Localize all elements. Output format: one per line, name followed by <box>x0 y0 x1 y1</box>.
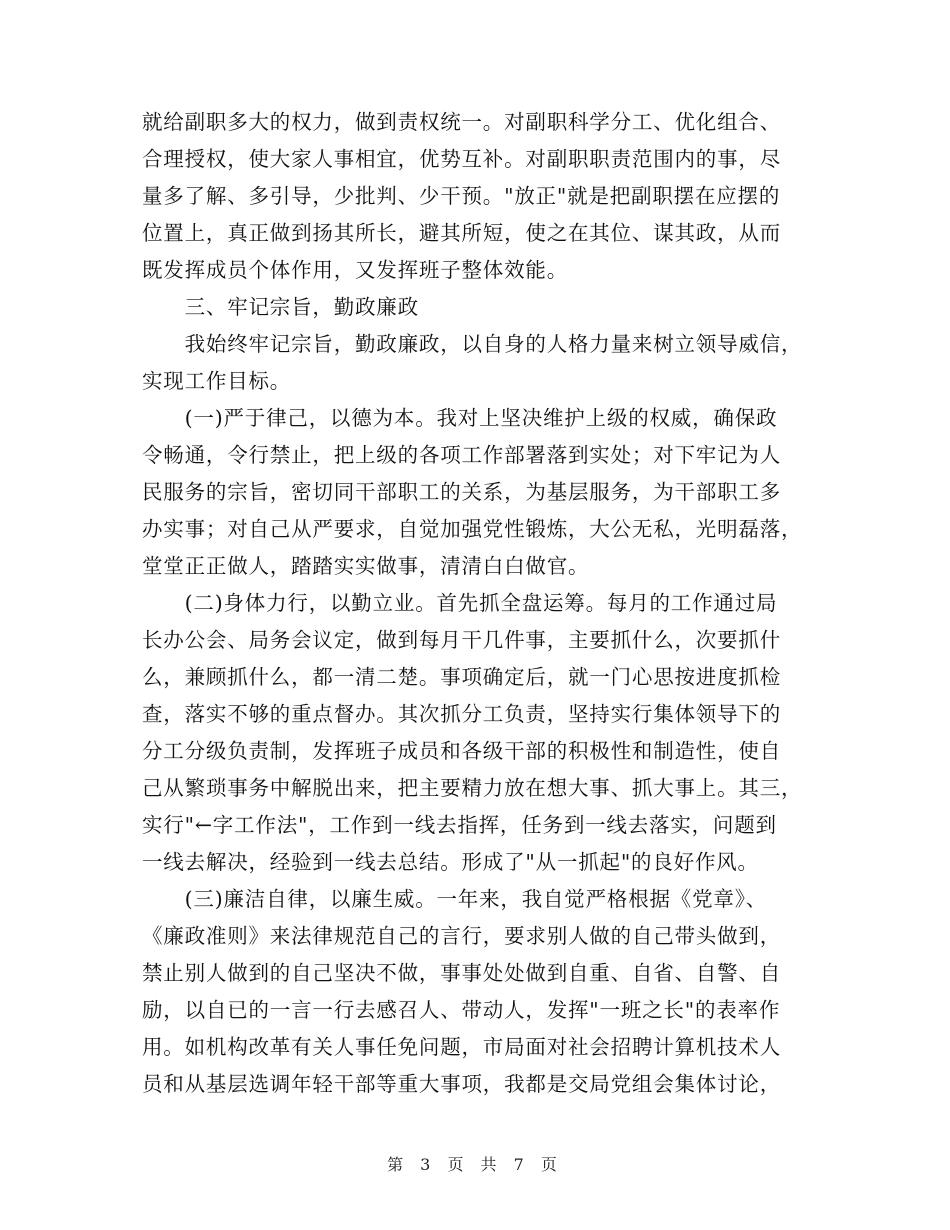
section-heading: 三、牢记宗旨，勤政廉政 <box>142 295 419 319</box>
text-line: 励，以自已的一言一行去感召人、带动人，发挥"一班之长"的表率作 <box>142 998 781 1022</box>
text-line: 位置上，真正做到扬其所长，避其所短，使之在其位、谋其政，从而 <box>142 221 781 245</box>
text-line: 办实事；对自己从严要求，自觉加强党性锻炼，大公无私，光明磊落， <box>142 517 803 541</box>
text-line: 一线去解决，经验到一线去总结。形成了"从一抓起"的良好作风。 <box>142 850 759 874</box>
text-line: 就给副职多大的权力，做到责权统一。对副职科学分工、优化组合、 <box>142 110 781 134</box>
text-line: 么，兼顾抓什么，都一清二楚。事项确定后，就一门心思按进度抓检 <box>142 665 781 689</box>
text-line: (三)廉洁自律，以廉生威。一年来，我自觉严格根据《党章》、 <box>142 887 768 911</box>
text-line: 长办公会、局务会议定，做到每月干几件事，主要抓什么，次要抓什 <box>142 628 781 652</box>
text-line: 禁止别人做到的自己坚决不做，事事处处做到自重、自省、自警、自 <box>142 961 781 985</box>
text-line: 堂堂正正做人，踏踏实实做事，清清白白做官。 <box>142 554 590 578</box>
text-line: 既发挥成员个体作用，又发挥班子整体效能。 <box>142 258 568 282</box>
document-body <box>142 104 808 1103</box>
text-line: 令畅通，令行禁止，把上级的各项工作部署落到实处；对下牢记为人 <box>142 443 781 467</box>
text-line: 员和从基层选调年轻干部等重大事项，我都是交局党组会集体讨论， <box>142 1072 781 1096</box>
text-line: 《廉政准则》来法律规范自己的言行，要求别人做的自己带头做到， <box>142 924 781 948</box>
text-line: 查，落实不够的重点督办。其次抓分工负责，坚持实行集体领导下的 <box>142 702 781 726</box>
text-line: 合理授权，使大家人事相宜，优势互补。对副职职责范围内的事，尽 <box>142 147 781 171</box>
text-line: 分工分级负责制，发挥班子成员和各级干部的积极性和制造性，使自 <box>142 739 781 763</box>
text-line: 民服务的宗旨，密切同干部职工的关系，为基层服务，为干部职工多 <box>142 480 781 504</box>
text-line: 实现工作目标。 <box>142 369 292 393</box>
text-line: 我始终牢记宗旨，勤政廉政，以自身的人格力量来树立领导威信， <box>142 332 803 356</box>
text-line: (二)身体力行，以勤立业。首先抓全盘运筹。每月的工作通过局 <box>142 591 778 615</box>
text-line: (一)严于律己，以德为本。我对上坚决维护上级的权威，确保政 <box>142 406 778 430</box>
text-line: 量多了解、多引导，少批判、少干预。"放正"就是把副职摆在应摆的 <box>142 184 781 208</box>
page-number-footer: 第 3 页 共 7 页 <box>387 1155 563 1174</box>
text-line: 用。如机构改革有关人事任免问题，市局面对社会招聘计算机技术人 <box>142 1035 781 1059</box>
text-line: 实行"←字工作法"，工作到一线去指挥，任务到一线去落实，问题到 <box>142 813 777 837</box>
text-line: 己从繁琐事务中解脱出来，把主要精力放在想大事、抓大事上。其三， <box>142 776 803 800</box>
